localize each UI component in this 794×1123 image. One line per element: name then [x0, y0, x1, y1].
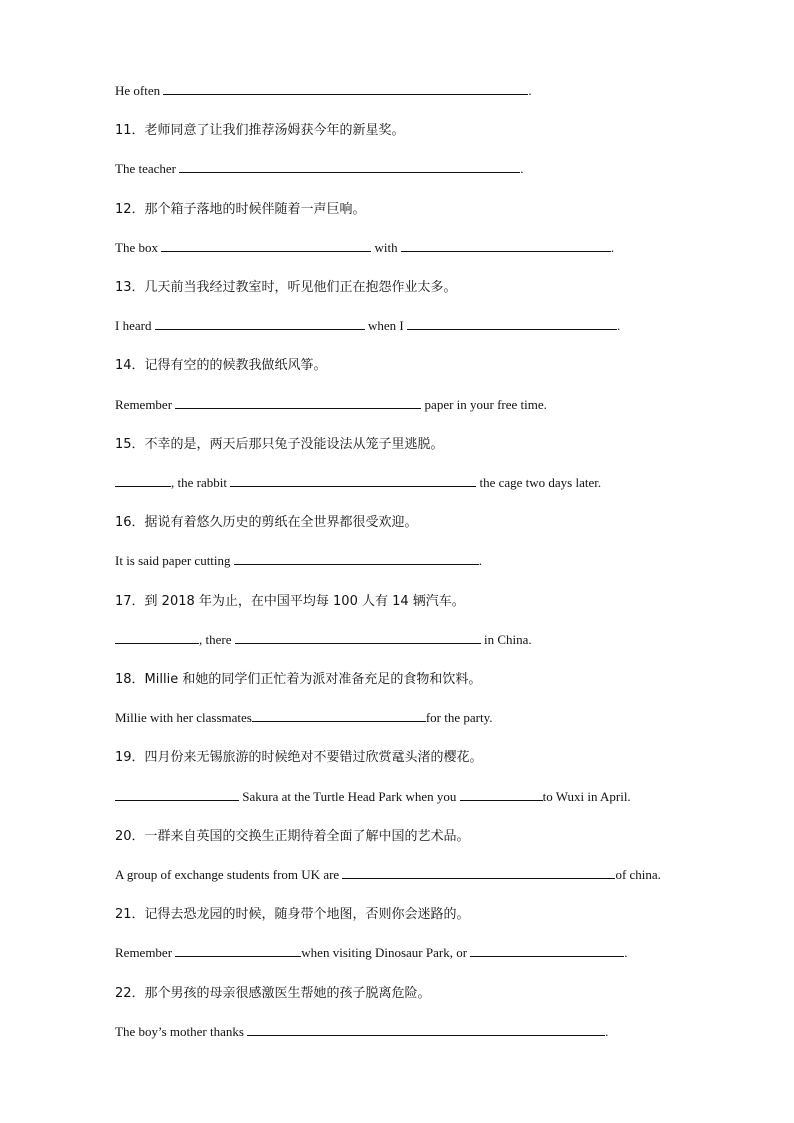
sentence-text: The teacher: [115, 161, 180, 177]
prompt-text: 19．四月份来无锡旅游的时候绝对不要错过欣赏鼋头渚的樱花。: [115, 750, 483, 766]
sentence-text: in China.: [480, 631, 532, 647]
answer-blank[interactable]: [175, 396, 421, 409]
english-answer-line: [115, 315, 620, 337]
sentence-text: Millie with her classmates: [115, 710, 252, 726]
english-answer-line: [115, 237, 614, 259]
english-answer-line: [115, 786, 631, 808]
answer-blank[interactable]: [401, 239, 611, 252]
sentence-text: .: [528, 83, 532, 98]
sentence-text: .: [605, 1023, 609, 1039]
answer-blank[interactable]: [234, 552, 479, 565]
answer-blank[interactable]: [252, 709, 426, 722]
sentence-text: I heard: [115, 318, 155, 334]
chinese-prompt: [115, 746, 483, 768]
sentence-text: Sakura at the Turtle Head Park when you: [239, 788, 460, 804]
sentence-text: .: [520, 161, 524, 177]
english-answer-line: [115, 1021, 608, 1043]
prompt-text: 11．老师同意了让我们推荐汤姆获今年的新星奖。: [115, 123, 405, 139]
answer-blank[interactable]: [407, 317, 617, 330]
english-answer-line: [115, 472, 601, 494]
sentence-text: .: [624, 945, 628, 961]
prompt-text: 15．不幸的是，两天后那只兔子没能设法从笼子里逃脱。: [115, 436, 444, 452]
sentence-text: the cage two days later.: [476, 475, 602, 490]
sentence-text: It is said paper cutting: [115, 553, 234, 569]
answer-blank[interactable]: [179, 160, 520, 173]
sentence-text: when visiting Dinosaur Park, or: [301, 945, 471, 961]
english-answer-line: [115, 707, 493, 729]
chinese-prompt: [115, 590, 465, 612]
sentence-text: Remember: [115, 396, 176, 412]
sentence-text: when I: [364, 318, 407, 334]
sentence-text: .: [616, 318, 621, 334]
answer-blank[interactable]: [235, 631, 481, 644]
chinese-prompt: [115, 198, 366, 220]
prompt-text: 16．据说有着悠久历史的剪纸在全世界都很受欢迎。: [115, 515, 418, 531]
chinese-prompt: [115, 903, 470, 925]
answer-blank[interactable]: [115, 788, 239, 801]
sentence-text: paper in your free time.: [421, 396, 547, 412]
sentence-text: .: [478, 553, 483, 569]
answer-blank[interactable]: [163, 82, 528, 95]
chinese-prompt: [115, 511, 418, 533]
answer-blank[interactable]: [115, 474, 171, 487]
chinese-prompt: [115, 119, 405, 141]
prompt-text: 18．Millie 和她的同学们正忙着为派对准备充足的食物和饮料。: [115, 672, 482, 687]
english-answer-line: [115, 394, 547, 416]
sentence-text: for the party.: [425, 710, 493, 726]
english-answer-line: [115, 942, 628, 964]
answer-blank[interactable]: [342, 866, 615, 879]
prompt-text: 14．记得有空的的候教我做纸风筝。: [115, 358, 327, 374]
english-answer-line: [115, 550, 482, 572]
prompt-text: 22．那个男孩的母亲很感激医生帮她的孩子脱离危险。: [115, 985, 431, 1001]
sentence-text: , the rabbit: [171, 475, 231, 490]
english-answer-line: [115, 629, 532, 651]
answer-blank[interactable]: [470, 944, 624, 957]
english-answer-line: [115, 864, 661, 886]
chinese-prompt: [115, 982, 431, 1004]
sentence-text: with: [371, 239, 401, 255]
answer-blank[interactable]: [460, 788, 543, 801]
sentence-text: to Wuxi in April.: [542, 788, 631, 804]
sentence-text: of china.: [615, 867, 661, 882]
sentence-text: .: [610, 239, 615, 255]
sentence-text: The boy’s mother thanks: [115, 1023, 248, 1039]
prompt-text: 12．那个箱子落地的时候伴随着一声巨响。: [115, 201, 366, 217]
english-answer-line: [115, 158, 523, 180]
prompt-text: 20．一群来自英国的交换生正期待着全面了解中国的艺术品。: [115, 828, 470, 844]
answer-blank[interactable]: [247, 1023, 605, 1036]
prompt-text: 17．到 2018 年为止，在中国平均每 100 人有 14 辆汽车。: [115, 593, 465, 609]
chinese-prompt: [115, 825, 470, 847]
english-answer-line: [115, 80, 532, 102]
chinese-prompt: [115, 668, 481, 690]
chinese-prompt: [115, 276, 457, 298]
answer-blank[interactable]: [230, 474, 476, 487]
chinese-prompt: [115, 354, 327, 376]
answer-blank[interactable]: [155, 317, 365, 330]
prompt-text: 13．几天前当我经过教室时，听见他们正在抱怨作业太多。: [115, 280, 457, 295]
sentence-text: The box: [115, 239, 162, 255]
answer-blank[interactable]: [175, 944, 301, 957]
chinese-prompt: [115, 433, 444, 455]
prompt-text: 21．记得去恐龙园的时候，随身带个地图，否则你会迷路的。: [115, 907, 470, 923]
answer-blank[interactable]: [115, 631, 199, 644]
sentence-text: Remember: [115, 945, 176, 961]
sentence-text: , there: [199, 631, 235, 647]
sentence-text: He often: [115, 83, 164, 98]
sentence-text: A group of exchange students from UK are: [115, 867, 343, 882]
answer-blank[interactable]: [161, 239, 371, 252]
